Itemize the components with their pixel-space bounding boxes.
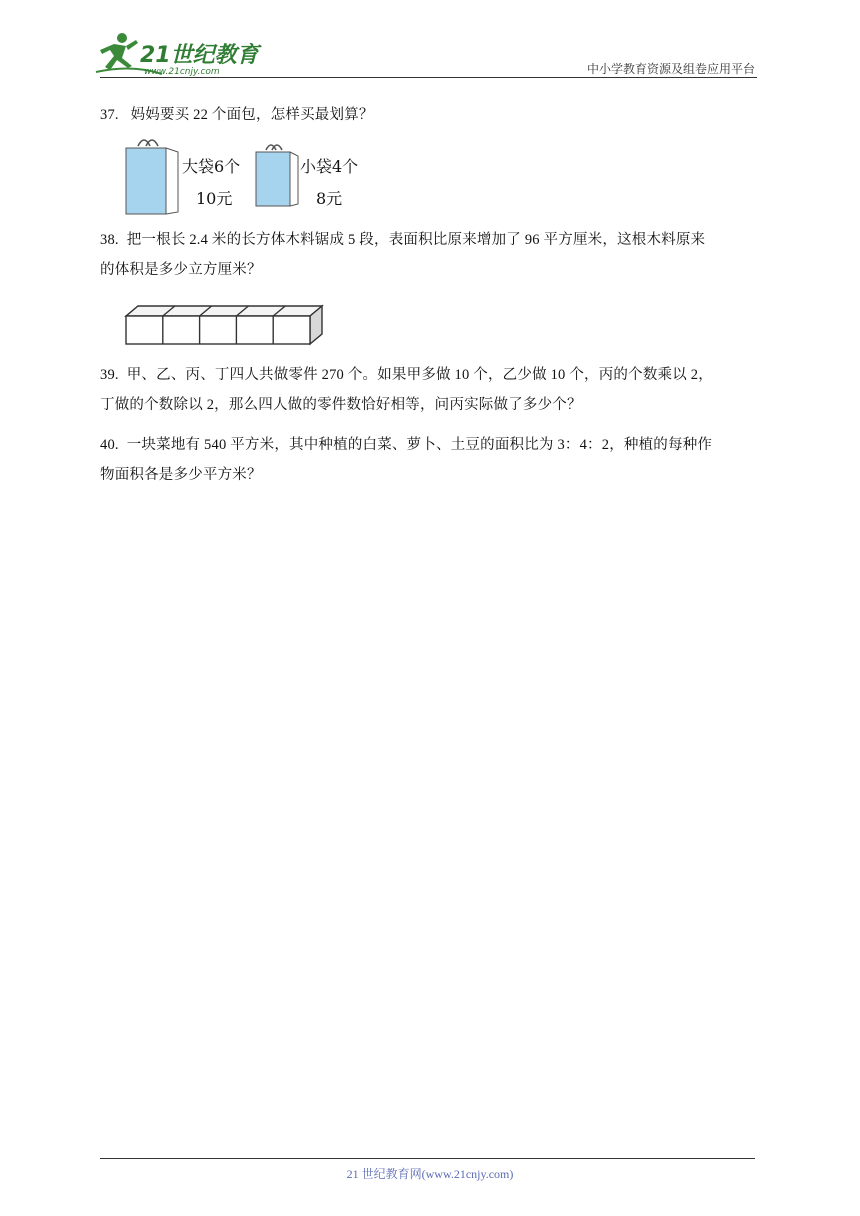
runner-icon [100, 33, 138, 70]
question-37 [100, 100, 762, 130]
footer-link[interactable]: 21 世纪教育网(www.21cnjy.com) [346, 1167, 514, 1181]
logo-url: www.21cnjy.com [144, 67, 220, 77]
page-header [0, 0, 860, 80]
wood-beam-figure [122, 302, 332, 348]
question-text: 妈妈要买 22 个面包，怎样买最划算？ [130, 107, 374, 123]
question-38 [100, 225, 762, 285]
question-number: 38. [100, 232, 119, 248]
big-bag-icon [126, 140, 178, 214]
question-text-line-2: 的体积是多少立方厘米？ [100, 262, 262, 278]
small-bag-count: 小袋4个 [300, 157, 359, 176]
question-text-line-1: 一块菜地有 540 平方米，其中种植的白菜、萝卜、土豆的面积比为 3：4：2，种植的每种作 [126, 437, 713, 453]
small-bag-icon [256, 145, 298, 206]
question-39 [100, 360, 762, 420]
footer-divider [100, 1158, 755, 1159]
logo [92, 30, 262, 78]
logo-title: 21世纪教育 [140, 43, 259, 68]
big-bag-count: 大袋6个 [182, 157, 241, 176]
platform-name: 中小学教育资源及组卷应用平台 [586, 62, 755, 76]
question-text-line-1: 甲、乙、丙、丁四人共做零件 270 个。如果甲多做 10 个，乙少做 10 个，丙的个数乘以 2， [126, 367, 713, 383]
question-text-line-2: 物面积各是多少平方米？ [100, 467, 262, 483]
question-number: 40. [100, 437, 119, 453]
question-number: 37. [100, 107, 119, 123]
question-40 [100, 430, 762, 490]
big-bag-price: 10元 [196, 189, 233, 208]
small-bag-price: 8元 [316, 189, 343, 208]
question-text-line-1: 把一根长 2.4 米的长方体木料锯成 5 段，表面积比原来增加了 96 平方厘米，这根木料原来 [126, 232, 706, 248]
header-divider [100, 77, 757, 78]
question-number: 39. [100, 367, 119, 383]
bag-figure [118, 136, 378, 220]
question-text-line-2: 丁做的个数除以 2，那么四人做的零件数恰好相等，问丙实际做了多少个？ [100, 397, 582, 413]
